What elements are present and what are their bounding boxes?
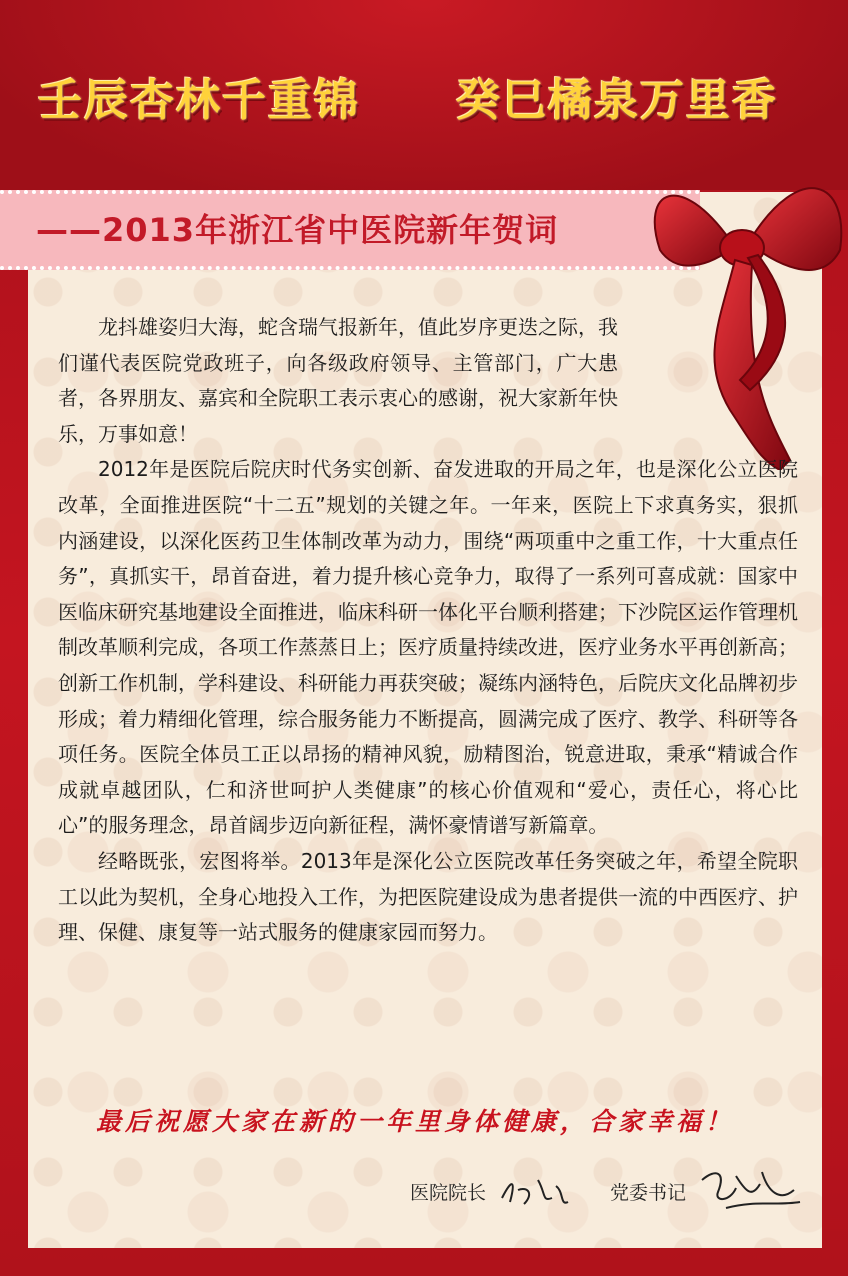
secretary-label: 党委书记 — [610, 1182, 687, 1204]
letter-body — [58, 310, 798, 951]
president-signature — [494, 1168, 574, 1214]
secretary-signature — [696, 1162, 806, 1214]
president-label: 医院院长 — [410, 1182, 487, 1204]
subtitle: ——2013年浙江省中医院新年贺词 — [36, 211, 559, 249]
paragraph-review: 2012年是医院后院庆时代务实创新、奋发进取的开局之年，也是深化公立医院改革，全面推进医院“十二五”规划的关键之年。一年来，医院上下求真务实，狠抓内涵建设，以深化医药卫生体制改革为动力，围绕“两项重中之重工作，十大重点任务”，真抓实干，昂首奋进，着力提升核心竞争力，取得了一系列可喜成就：国家中医临床研究基地建设全面推进，临床科研一体化平台顺利搭建；下沙院区运作管理机制改革顺利完成，各项工作蒸蒸日上；医疗质量持续改进，医疗业务水平再创新高；创新工作机制，学科建设、科研能力再获突破；凝练内涵特色，后院庆文化品牌初步形成；着力精细化管理，综合服务能力不断提高，圆满完成了医疗、教学、科研等各项任务。医院全体员工正以昂扬的精神风貌，励精图治，锐意进取，秉承“精诚合作成就卓越团队，仁和济世呵护人类健康”的核心价值观和“爱心，责任心，将心比心”的服务理念，昂首阔步迈向新征程，满怀豪情谱写新篇章。 — [58, 457, 798, 838]
paragraph-greeting: 龙抖雄姿归大海，蛇含瑞气报新年，值此岁序更迭之际，我们谨代表医院党政班子，向各级政府领导、主管部门，广大患者，各界朋友、嘉宾和全院职工表示衷心的感谢，祝大家新年快乐，万事如意！ — [58, 315, 618, 446]
headline-left: 壬辰杏林千重锦 — [38, 75, 360, 126]
closing-wish: 最后祝愿大家在新的一年里身体健康，合家幸福！ — [96, 1107, 735, 1136]
paragraph-outlook: 经略既张，宏图将举。2013年是深化公立医院改革任务突破之年，希望全院职工以此为契机，全身心地投入工作，为把医院建设成为患者提供一流的中西医疗、护理、保健、康复等一站式服务的健康家园而努力。 — [58, 848, 798, 945]
headline-right: 癸巳橘泉万里香 — [456, 75, 778, 126]
